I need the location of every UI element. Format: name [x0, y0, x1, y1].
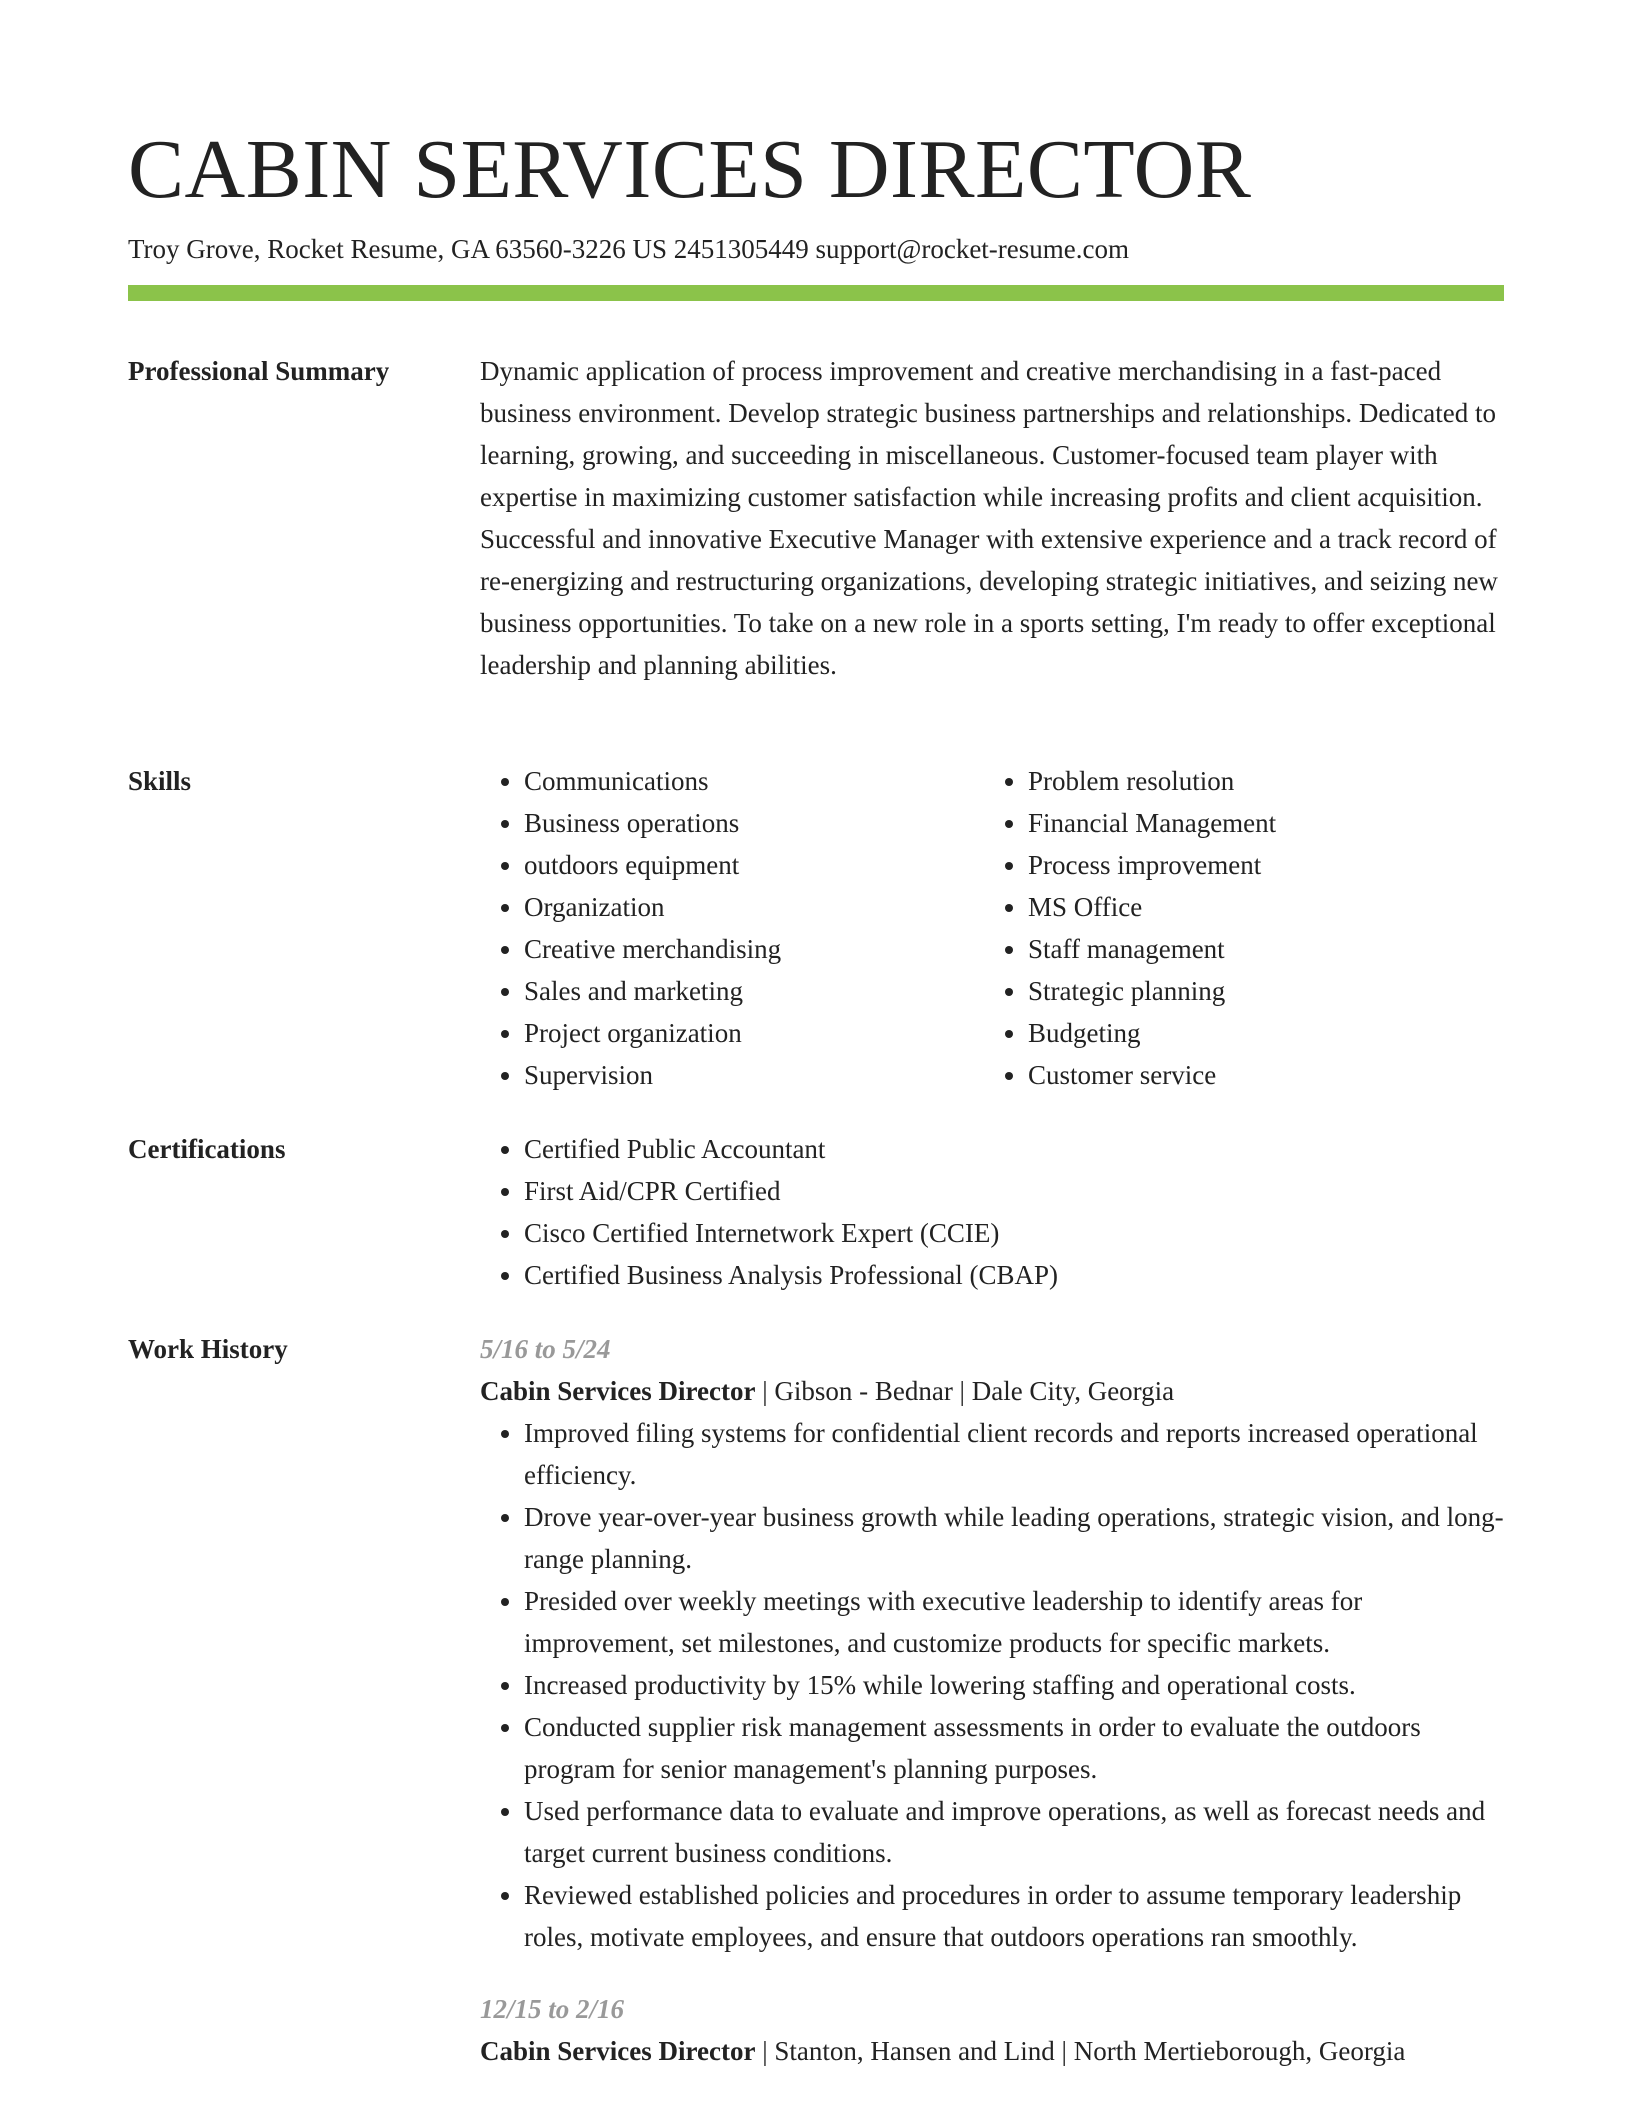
skill-item: • Staff management	[1028, 928, 1488, 970]
skill-item: • Business operations	[524, 802, 984, 844]
skill-item: • Strategic planning	[1028, 970, 1488, 1012]
skill-item: • Supervision	[524, 1054, 984, 1096]
skill-item: • Budgeting	[1028, 1012, 1488, 1054]
contact-line: Troy Grove, Rocket Resume, GA 63560-3226 US 2451305449 support@rocket-resume.com	[128, 234, 1130, 264]
certifications-label: Certifications	[128, 1134, 286, 1164]
summary-label: Professional Summary	[128, 356, 390, 386]
certification-item: • Certified Business Analysis Professional (CBAP)	[524, 1254, 1504, 1296]
skill-item: • Customer service	[1028, 1054, 1488, 1096]
certifications-body	[480, 1128, 1504, 1296]
accent-divider	[128, 285, 1504, 301]
skill-item: • MS Office	[1028, 886, 1488, 928]
skill-item: • outdoors equipment	[524, 844, 984, 886]
skill-item: • Process improvement	[1028, 844, 1488, 886]
summary-body	[480, 350, 1504, 686]
skills-list-left	[480, 760, 984, 1096]
work-history-body	[480, 1328, 1504, 2072]
job-duty-item: • Reviewed established policies and procedures in order to assume temporary leadership roles, motivate employees, and ensure that outdoors operations ran smoothly.	[524, 1874, 1504, 1958]
certifications-list	[480, 1128, 1504, 1296]
resume-title: CABIN SERVICES DIRECTOR	[128, 123, 1252, 216]
job-employer-location: | Gibson - Bednar | Dale City, Georgia	[755, 1376, 1175, 1406]
certification-item: • First Aid/CPR Certified	[524, 1170, 1504, 1212]
skill-item: • Organization	[524, 886, 984, 928]
skills-label: Skills	[128, 766, 192, 796]
job-duty-item: • Improved filing systems for confidential client records and reports increased operational efficiency.	[524, 1412, 1504, 1496]
job-heading	[480, 1370, 1504, 1412]
work-history-label: Work History	[128, 1334, 288, 1364]
skills-columns	[480, 760, 1504, 1096]
skills-column-left	[480, 760, 984, 1096]
skills-column-right	[984, 760, 1488, 1096]
job-dates: 5/16 to 5/24	[480, 1334, 611, 1364]
job-title: Cabin Services Director	[480, 2036, 756, 2066]
skill-item: • Creative merchandising	[524, 928, 984, 970]
job-heading	[480, 2030, 1504, 2072]
skill-item: • Problem resolution	[1028, 760, 1488, 802]
job-duty-item: • Increased productivity by 15% while lowering staffing and operational costs.	[524, 1664, 1504, 1706]
job-entry	[480, 1988, 1504, 2072]
certification-item: • Cisco Certified Internetwork Expert (CCIE)	[524, 1212, 1504, 1254]
job-employer-location: | Stanton, Hansen and Lind | North Mertieborough, Georgia	[755, 2036, 1406, 2066]
certification-item: • Certified Public Accountant	[524, 1128, 1504, 1170]
job-duty-item: • Conducted supplier risk management assessments in order to evaluate the outdoors program for senior management's planning purposes.	[524, 1706, 1504, 1790]
job-entry	[480, 1328, 1504, 1958]
skill-item: • Project organization	[524, 1012, 984, 1054]
job-duties-list	[480, 1412, 1504, 1958]
job-dates: 12/15 to 2/16	[480, 1994, 625, 2024]
summary-text: Dynamic application of process improvement and creative merchandising in a fast-paced business environment. Develop strategic business partnerships and relationships. Dedicated to learning, growing, and succeeding in miscellaneous. Customer-focused team player with expertise in maximizing customer satisfaction while increasing profits and client acquisition. Successful and innovative Executive Manager with extensive experience and a track record of re-energizing and restructuring organizations, developing strategic initiatives, and seizing new business opportunities. To take on a new role in a sports setting, I'm ready to offer exceptional leadership and planning abilities.	[480, 356, 1498, 680]
job-duty-item: • Presided over weekly meetings with executive leadership to identify areas for improvement, set milestones, and customize products for specific markets.	[524, 1580, 1504, 1664]
job-title: Cabin Services Director	[480, 1376, 756, 1406]
skill-item: • Sales and marketing	[524, 970, 984, 1012]
job-duty-item: • Used performance data to evaluate and improve operations, as well as forecast needs and target current business conditions.	[524, 1790, 1504, 1874]
skill-item: • Financial Management	[1028, 802, 1488, 844]
skills-body	[480, 760, 1504, 1096]
skill-item: • Communications	[524, 760, 984, 802]
skills-list-right	[984, 760, 1488, 1096]
job-duty-item: • Drove year-over-year business growth while leading operations, strategic vision, and long-range planning.	[524, 1496, 1504, 1580]
